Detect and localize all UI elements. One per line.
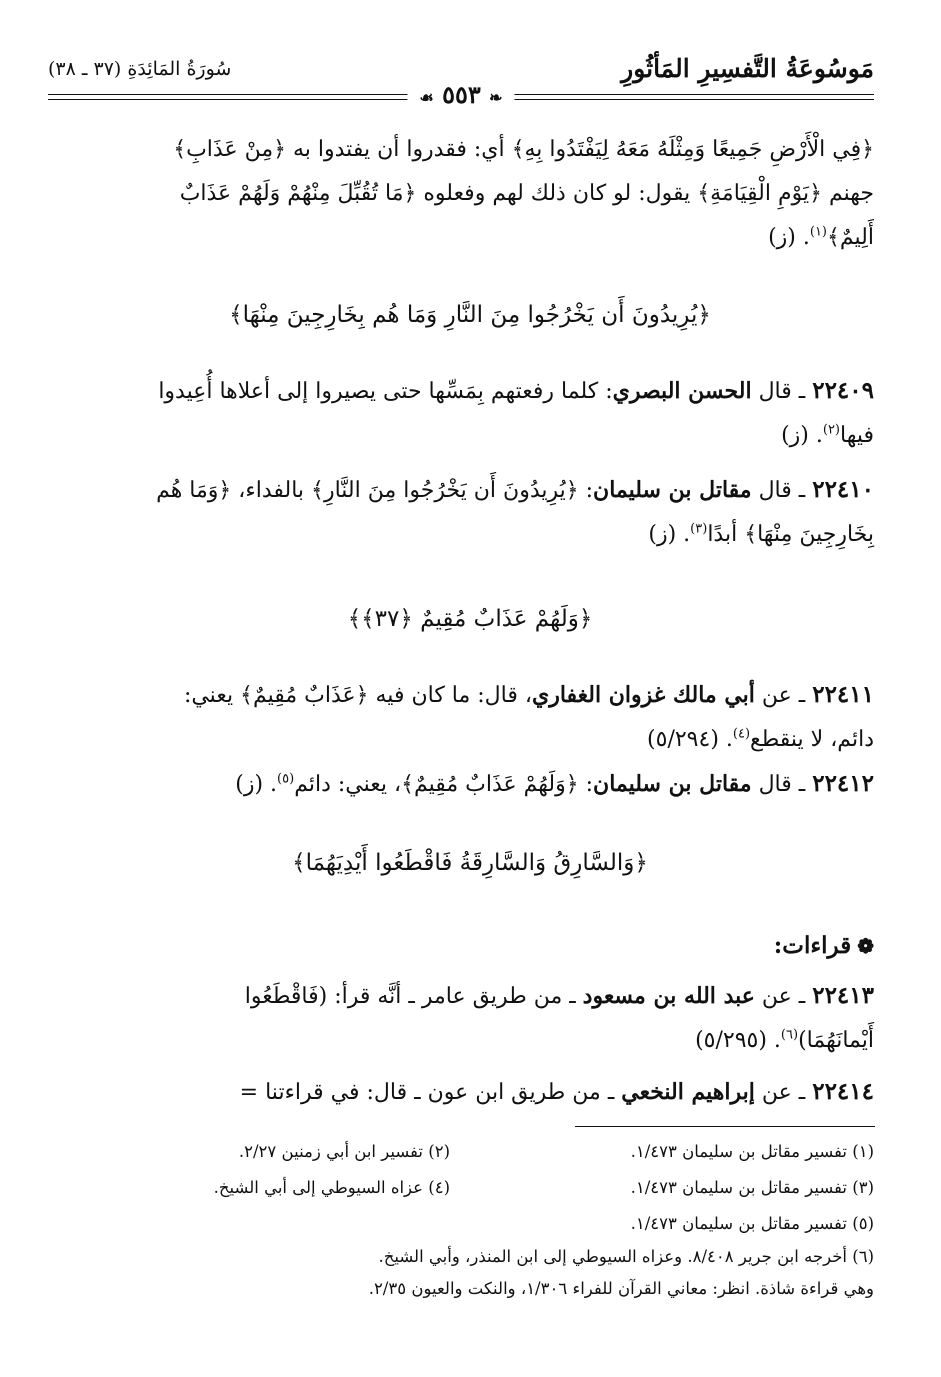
page-header [48,48,874,118]
footnote-5: (٥) تفسير مقاتل بن سليمان ١/٤٧٣. [630,1214,874,1233]
footnote-3: (٣) تفسير مقاتل بن سليمان ١/٤٧٣. [630,1178,874,1197]
text-line [66,513,874,557]
footnote-ref: (٤) [732,726,751,742]
page-number-box [407,80,514,109]
entry-text: دائم، لا ينقطع [750,727,874,752]
entry-22412 [66,762,874,807]
section-heading [774,932,874,959]
footnote-ref: (٣) [690,521,708,537]
text-line [66,414,874,458]
footnotes [66,1142,874,1332]
text-line [66,468,874,513]
entry-number: ٢٢٤١٢ [812,770,874,797]
text-line [66,762,874,807]
entry-22414 [66,1070,874,1115]
entry-22413 [66,974,874,1063]
page-number: ٥٥٣ [442,80,481,109]
entry-text: ـ من طريق ابن عون ـ قال: في قراءتنا = [239,1080,622,1105]
book-title: مَوسُوعَةُ التَّفسِيرِ المَأثُورِ [621,54,874,83]
footnote-row [66,1142,874,1172]
source-ref: . (٥/٢٩٥) [695,1028,781,1053]
narrator-name: عبد الله بن مسعود [582,983,755,1009]
section-title: قراءات: [773,932,852,959]
verse-heading: ﴿وَلَهُمْ عَذَابٌ مُقِيمٌ ﴿٣٧﴾﴾ [347,606,593,632]
narrator-name: أبي مالك غزوان الغفاري [531,682,755,708]
footnote-ref: (١) [809,224,827,240]
footnote-4: (٤) عزاه السيوطي إلى أبي الشيخ. [213,1178,450,1197]
narrator-name: إبراهيم النخعي [621,1079,755,1105]
footnote-ref: (٥) [277,771,295,787]
entry-text: بِخَارِجِينَ مِنْهَا﴾ أبدًا [707,522,874,547]
narrator-name: مقاتل بن سليمان [593,771,752,797]
ornament-icon: ❧ [489,88,503,107]
source-ref: . (ز) [781,423,823,448]
entry-number: ٢٢٤٠٩ [812,377,874,404]
entry-text: ، قال: ما كان فيه ﴿عَذَابٌ مُقِيمٌ﴾ يعني: [183,683,532,708]
entry-text: : ﴿يُرِيدُونَ أَن يَخْرُجُوا مِنَ النَّارِ﴾ بالفداء، ﴿وَمَا هُم [156,478,594,503]
narrator-name: الحسن البصري [612,378,752,404]
ornament-icon: ☙ [419,88,434,107]
entry-intro: ـ قال [751,379,813,404]
footnote-2: (٢) تفسير ابن أبي زمنين ٢/٢٧. [238,1142,450,1161]
footnote-6: (٦) أخرجه ابن جرير ٨/٤٠٨. وعزاه السيوطي إلى ابن المنذر، وأبي الشيخ. [378,1247,874,1266]
entry-intro: ـ عن [754,984,813,1009]
text-line [66,718,874,762]
footnote-row [66,1178,874,1208]
footnote-row [66,1247,874,1277]
entry-number: ٢٢٤١٠ [812,476,874,503]
verse-heading: ﴿وَالسَّارِقُ وَالسَّارِقَةُ فَاقْطَعُوا أَيْدِيَهُمَا﴾ [292,850,648,876]
entry-text: أَيْمانَهُمَا) [798,1028,874,1053]
text-line [66,369,874,414]
surah-reference: سُورَةُ المَائِدَةِ (٣٧ ـ ٣٨) [48,58,232,80]
narrator-name: مقاتل بن سليمان [593,477,752,503]
text-line: ﴿فِي الْأَرْضِ جَمِيعًا وَمِثْلَهُ مَعَهُ لِيَفْتَدُوا بِهِ﴾ أي: فقدروا أن يفتدوا به ﴿مِنْ عَذَابِ﴾ [173,137,874,162]
entry-text: : ﴿وَلَهُمْ عَذَابٌ مُقِيمٌ﴾، يعني: دائم [294,772,594,797]
footnote-separator [575,1126,875,1127]
footnote-ref: (٢) [822,422,840,438]
entry-intro: ـ عن [754,1080,813,1105]
footnote-row [66,1279,874,1309]
text-line [66,216,874,260]
entry-22410 [66,468,874,557]
footnote-row [66,1214,874,1244]
entry-number: ٢٢٤١٤ [812,1078,874,1105]
text-line [66,1019,874,1063]
footnote-6-continued: وهي قراءة شاذة. انظر: معاني القرآن للفراء ١/٣٠٦، والنكت والعيون ٢/٣٥. [368,1279,874,1298]
source-ref: . (ز) [648,522,691,547]
quran-fragment: أَلِيمٌ﴾ [827,225,874,250]
entry-text: : كلما رفعتهم بِمَسِّها حتى يصيروا إلى أعلاها أُعِيدوا [158,379,613,404]
entry-22409 [66,369,874,458]
entry-intro: ـ قال [751,478,813,503]
entry-number: ٢٢٤١٣ [812,982,874,1009]
entry-number: ٢٢٤١١ [812,681,874,708]
entry-intro: ـ قال [751,772,813,797]
entry-text: فيها [840,423,874,448]
entry-text: ـ من طريق عامر ـ أنَّه قرأ: (فَاقْطَعُوا [244,984,583,1009]
verse-heading: ﴿يُرِيدُونَ أَن يَخْرُجُوا مِنَ النَّارِ وَمَا هُم بِخَارِجِينَ مِنْهَا﴾ [229,302,711,328]
text-line: جهنم ﴿يَوْمِ الْقِيَامَةِ﴾ يقول: لو كان ذلك لهم وفعلوه ﴿مَا تُقُبِّلَ مِنْهُمْ وَلَهُمْ عَذَابٌ [179,181,874,206]
entry-22411 [66,673,874,762]
source-ref: . (ز) [235,772,278,797]
source-ref: . (٥/٢٩٤) [647,727,733,752]
flower-icon: ❁ [857,934,874,958]
text-end: . (ز) [768,225,810,250]
footnote-1: (١) تفسير مقاتل بن سليمان ١/٤٧٣. [630,1142,874,1161]
text-line [66,673,874,718]
text-line [66,974,874,1019]
text-line [66,1070,874,1115]
entry-intro: ـ عن [754,683,813,708]
footnote-ref: (٦) [780,1027,799,1043]
paragraph-continuation [66,128,874,260]
